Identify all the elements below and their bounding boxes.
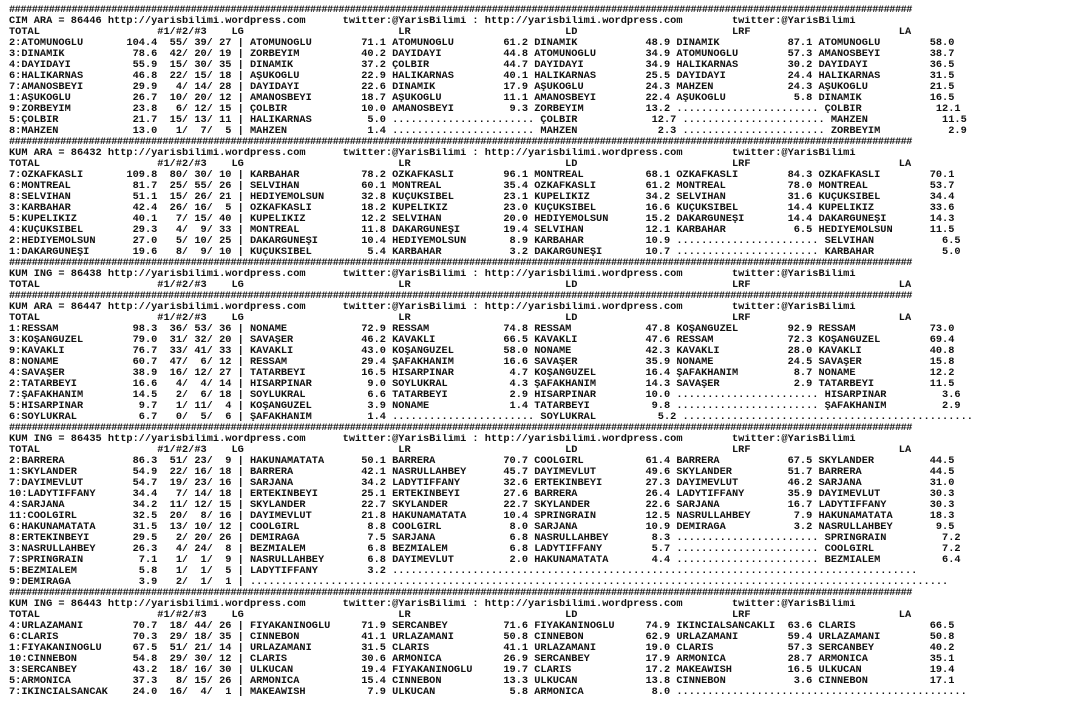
horse-row: 10:LADYTIFFANY 34.4 7/ 14/ 18 | ERTEKİNBEYİ 25.1 ERTEKİNBEYİ 27.6 BARRERA 26.4 LADYTIFFANY 35.9 DAYIMEVLÜT 30.3	[9, 489, 955, 500]
horse-row: 2:HEDİYEMOLSUN 27.0 5/ 10/ 25 | DAKARGÜNEŞİ 10.4 HEDİYEMOLSUN 8.9 KARBAHAR 10.9 ....................... SELVİHAN 6.5	[9, 236, 961, 247]
race-block	[9, 258, 1077, 291]
separator-line: ###############################################################################################################################################################	[9, 423, 912, 434]
horse-row: 1:SKYLANDER 54.9 22/ 16/ 18 | BARRERA 42.1 NASRULLAHBEY 45.7 DAYIMEVLÜT 49.6 SKYLANDER 51.7 BARRERA 44.5	[9, 467, 955, 478]
horse-row: 6:CLARIS 70.3 29/ 18/ 35 | CINNEBON 41.1 URLAZAMANI 50.8 CINNEBON 62.9 URLAZAMANI 59.4 URLAZAMANI 50.8	[9, 632, 955, 643]
horse-row: 4:SARJANA 34.2 11/ 12/ 15 | SKYLANDER 22.7 SKYLANDER 22.7 SKYLANDER 22.6 SARJANA 16.7 LADYTIFFANY 30.3	[9, 500, 955, 511]
race-header: KUM ING = 86438 http://yarisbilimi.wordpress.com twitter:@YarisBilimi : http://yarisbilimi.wordpress.com twitter:@YarisBilimi	[9, 269, 856, 280]
horse-row: 5:ARMONICA 37.3 8/ 15/ 26 | ARMONICA 15.4 CINNEBON 13.3 ÜLKÜCAN 13.8 CINNEBON 3.6 CINNEBON 17.1	[9, 676, 955, 687]
race-block	[9, 423, 1077, 588]
horse-row: 7:İKİNCİALSANCAK 24.0 16/ 4/ 1 | MAKEAWISH 7.9 ÜLKÜCAN 5.8 ARMONICA 8.0 ...............................................	[9, 687, 967, 698]
horse-row: 1:AŞUKOĞLU 26.7 10/ 20/ 12 | AMANOSBEYİ 18.7 AŞUKOĞLU 11.1 AMANOSBEYİ 22.4 AŞUKOĞLU 5.8 DİNAMİK 16.5	[9, 93, 955, 104]
horse-row: 7:DAYIMEVLÜT 54.7 19/ 23/ 16 | SARJANA 34.2 LADYTIFFANY 32.6 ERTEKİNBEYİ 27.3 DAYIMEVLÜT 46.2 SARJANA 31.0	[9, 478, 955, 489]
horse-row: 2:TATARBEYİ 16.6 4/ 4/ 14 | HİSARPINAR 9.0 SOYLUKRAL 4.3 ŞAFAKHANIM 14.3 SAVAŞER 2.9 TATARBEYİ 11.5	[9, 379, 955, 390]
horse-row: 10:CINNEBON 54.8 29/ 30/ 12 | CLARIS 30.6 ARMONICA 26.9 SERCANBEY 17.9 ARMONICA 28.7 ARMONICA 35.1	[9, 654, 955, 665]
horse-row: 8:NONAME 60.7 47/ 6/ 12 | RESSAM 29.4 ŞAFAKHANIM 16.6 SAVAŞER 35.9 NONAME 24.5 SAVAŞER 15.8	[9, 357, 955, 368]
horse-row: 3:KOŞANGÜZEL 79.0 31/ 32/ 20 | SAVAŞER 46.2 KAVAKLI 66.5 KAVAKLI 47.6 RESSAM 72.3 KOŞANGÜZEL 69.4	[9, 335, 955, 346]
race-block	[9, 291, 1077, 423]
horse-row: 8:MAHZEN 13.0 1/ 7/ 5 | MAHZEN 1.4 ....................... MAHZEN 2.3 ....................... ZORBEYİM 2.9	[9, 126, 967, 137]
column-header: TOTAL #1/#2/#3 LG LR LD LRF LA	[9, 159, 912, 170]
horse-row: 4:DAYIDAYI 55.9 15/ 30/ 35 | DİNAMİK 37.2 ÇOLBİR 44.7 DAYIDAYI 34.9 HALİKARNAS 30.2 DAYIDAYI 36.5	[9, 60, 955, 71]
horse-row: 5:ÇOLBİR 21.7 15/ 13/ 11 | HALİKARNAS 5.0 ....................... ÇOLBİR 12.7 ....................... MAHZEN 11.5	[9, 115, 967, 126]
column-header: TOTAL #1/#2/#3 LG LR LD LRF LA	[9, 445, 912, 456]
horse-row: 2:ATOMUNOĞLU 104.4 55/ 39/ 27 | ATOMUNOĞLU 71.1 ATOMUNOĞLU 61.2 DİNAMİK 48.9 DİNAMİK 87.1 ATOMUNOĞLU 58.0	[9, 38, 955, 49]
horse-row: 8:SELVİHAN 51.1 15/ 26/ 21 | HEDİYEMOLSUN 32.8 KÜÇÜKSİBEL 23.1 KÜPELİKIZ 34.2 SELVİHAN 31.6 KÜÇÜKSİBEL 34.4	[9, 192, 955, 203]
horse-row: 1:DAKARGÜNEŞİ 19.6 8/ 9/ 10 | KÜÇÜKSİBEL 5.4 KARBAHAR 3.2 DAKARGÜNEŞİ 10.7 ....................... KARBAHAR 5.0	[9, 247, 961, 258]
separator-line: ###############################################################################################################################################################	[9, 588, 912, 599]
horse-row: 11:COOLGIRL 32.5 20/ 8/ 16 | DAYIMEVLÜT 21.8 HAKUNAMATATA 10.4 SPRINGRAIN 12.5 NASRULLAHBEY 7.9 HAKUNAMATATA 18.3	[9, 511, 955, 522]
column-header: TOTAL #1/#2/#3 LG LR LD LRF LA	[9, 313, 912, 324]
horse-row: 5:HİSARPINAR 9.7 1/ 11/ 4 | KOŞANGÜZEL 3.9 NONAME 1.4 TATARBEYİ 9.8 ....................... ŞAFAKHANIM 2.9	[9, 401, 961, 412]
horse-row: 6:MONTREAL 81.7 25/ 55/ 26 | SELVİHAN 60.1 MONTREAL 35.4 ÖZKAFKASLI 61.2 MONTREAL 78.0 MONTREAL 53.7	[9, 181, 955, 192]
horse-row: 7:ŞAFAKHANIM 14.5 2/ 6/ 18 | SOYLUKRAL 6.6 TATARBEYİ 2.9 HİSARPINAR 10.0 ....................... HİSARPINAR 3.6	[9, 390, 961, 401]
horse-row: 1:RESSAM 98.3 36/ 53/ 36 | NONAME 72.9 RESSAM 74.8 RESSAM 47.8 KOŞANGÜZEL 92.9 RESSAM 73.0	[9, 324, 955, 335]
race-block	[9, 588, 1077, 698]
horse-row: 4:URLAZAMANI 70.7 18/ 44/ 26 | FİYAKANINOĞLU 71.9 SERCANBEY 71.6 FİYAKANINOĞLU 74.9 İKİNCİALSANCAKLI 63.6 CLARIS 66.5	[9, 621, 955, 632]
horse-row: 5:KÜPELİKIZ 40.1 7/ 15/ 40 | KÜPELİKIZ 12.2 SELVİHAN 20.0 HEDİYEMOLSUN 15.2 DAKARGÜNEŞİ 14.4 DAKARGÜNEŞİ 14.3	[9, 214, 955, 225]
horse-row: 2:BARRERA 86.3 51/ 23/ 9 | HAKUNAMATATA 50.1 BARRERA 70.7 COOLGIRL 61.4 BARRERA 67.5 SKYLANDER 44.5	[9, 456, 955, 467]
horse-row: 7:AMANOSBEYİ 29.9 4/ 14/ 28 | DAYIDAYI 22.6 DİNAMİK 17.9 AŞUKOĞLU 24.3 MAHZEN 24.3 AŞUKOĞLU 21.5	[9, 82, 955, 93]
horse-row: 3:NASRULLAHBEY 26.3 4/ 24/ 8 | BEZMİALEM 6.8 BEZMİALEM 6.8 LADYTIFFANY 5.7 ....................... COOLGIRL 7.2	[9, 544, 961, 555]
horse-row: 9:ZORBEYİM 23.8 6/ 12/ 15 | ÇOLBİR 10.0 AMANOSBEYİ 9.3 ZORBEYİM 13.2 ....................... ÇOLBİR 12.1	[9, 104, 961, 115]
horse-row: 6:SOYLUKRAL 6.7 0/ 5/ 6 | ŞAFAKHANIM 1.4 ....................... SOYLUKRAL 5.2 ...............................................	[9, 412, 973, 423]
horse-row: 9:KAVAKLI 76.7 33/ 41/ 33 | KAVAKLI 43.0 KOŞANGÜZEL 58.0 NONAME 42.3 KAVAKLI 28.0 KAVAKLI 40.8	[9, 346, 955, 357]
race-header: KUM ARA = 86432 http://yarisbilimi.wordpress.com twitter:@YarisBilimi : http://yarisbilimi.wordpress.com twitter:@YarisBilimi	[9, 148, 856, 159]
horse-row: 4:SAVAŞER 38.9 16/ 12/ 27 | TATARBEYİ 16.5 HİSARPINAR 4.7 KOŞANGÜZEL 16.4 ŞAFAKHANIM 8.7 NONAME 12.2	[9, 368, 955, 379]
horse-row: 8:ERTEKİNBEYİ 29.5 2/ 20/ 26 | DEMİRAĞA 7.5 SARJANA 6.8 NASRULLAHBEY 8.3 ....................... SPRINGRAIN 7.2	[9, 533, 961, 544]
separator-line: ###############################################################################################################################################################	[9, 291, 912, 302]
horse-row: 1:FİYAKANINOĞLU 67.5 51/ 21/ 14 | URLAZAMANI 31.5 CLARIS 41.1 URLAZAMANI 19.0 CLARIS 57.3 SERCANBEY 40.2	[9, 643, 955, 654]
separator-line: ###############################################################################################################################################################	[9, 5, 912, 16]
race-header: CIM ARA = 86446 http://yarisbilimi.wordpress.com twitter:@YarisBilimi : http://yarisbilimi.wordpress.com twitter:@YarisBilimi	[9, 16, 856, 27]
race-block	[9, 5, 1077, 137]
horse-row: 3:KARBAHAR 42.4 26/ 16/ 5 | ÖZKAFKASLI 18.2 KÜPELİKIZ 23.0 KÜÇÜKSİBEL 16.6 KÜÇÜKSİBEL 14.4 KÜPELİKIZ 33.6	[9, 203, 955, 214]
horse-row: 3:DİNAMİK 78.6 42/ 20/ 19 | ZORBEYİM 40.2 DAYIDAYI 44.8 ATOMUNOĞLU 34.9 ATOMUNOĞLU 57.3 AMANOSBEYİ 38.7	[9, 49, 955, 60]
separator-line: ###############################################################################################################################################################	[9, 137, 912, 148]
horse-row: 6:HALİKARNAS 46.8 22/ 15/ 18 | AŞUKOĞLU 22.9 HALİKARNAS 40.1 HALİKARNAS 25.5 DAYIDAYI 24.4 HALİKARNAS 31.5	[9, 71, 955, 82]
column-header: TOTAL #1/#2/#3 LG LR LD LRF LA	[9, 280, 912, 291]
horse-row: 7:ÖZKAFKASLI 109.8 80/ 30/ 10 | KARBAHAR 78.2 ÖZKAFKASLI 96.1 MONTREAL 68.1 ÖZKAFKASLI 84.3 ÖZKAFKASLI 70.1	[9, 170, 955, 181]
race-header: KUM ING = 86443 http://yarisbilimi.wordpress.com twitter:@YarisBilimi : http://yarisbilimi.wordpress.com twitter:@YarisBilimi	[9, 599, 856, 610]
horse-row: 6:HAKUNAMATATA 31.5 13/ 10/ 12 | COOLGIRL 8.8 COOLGIRL 8.0 SARJANA 10.9 DEMİRAĞA 3.2 NASRULLAHBEY 9.5	[9, 522, 955, 533]
race-block	[9, 137, 1077, 258]
column-header: TOTAL #1/#2/#3 LG LR LD LRF LA	[9, 610, 912, 621]
column-header: TOTAL #1/#2/#3 LG LR LD LRF LA	[9, 27, 912, 38]
race-header: KUM ARA = 86447 http://yarisbilimi.wordpress.com twitter:@YarisBilimi : http://yarisbilimi.wordpress.com twitter:@YarisBilimi	[9, 302, 856, 313]
horse-row: 5:BEZMİALEM 5.8 1/ 1/ 5 | LADYTIFFANY 3.2 .....................................................................................	[9, 566, 918, 577]
horse-row: 3:SERCANBEY 43.2 18/ 16/ 30 | ÜLKÜCAN 19.4 FİYAKANINOĞLU 19.7 CLARIS 17.2 MAKEAWISH 16.5 ÜLKÜCAN 19.4	[9, 665, 955, 676]
horse-row: 4:KÜÇÜKSİBEL 29.3 4/ 9/ 33 | MONTREAL 11.8 DAKARGÜNEŞİ 19.4 SELVİHAN 12.1 KARBAHAR 6.5 HEDİYEMOLSUN 11.5	[9, 225, 955, 236]
separator-line: ###############################################################################################################################################################	[9, 258, 912, 269]
horse-row: 9:DEMİRAĞA 3.9 2/ 1/ 1 | .................................................................................................................	[9, 577, 949, 588]
horse-row: 7:SPRINGRAIN 7.1 1/ 1/ 9 | NASRULLAHBEY 6.8 DAYIMEVLÜT 2.0 HAKUNAMATATA 4.4 ....................... BEZMİALEM 6.4	[9, 555, 961, 566]
race-header: KUM ING = 86435 http://yarisbilimi.wordpress.com twitter:@YarisBilimi : http://yarisbilimi.wordpress.com twitter:@YarisBilimi	[9, 434, 856, 445]
